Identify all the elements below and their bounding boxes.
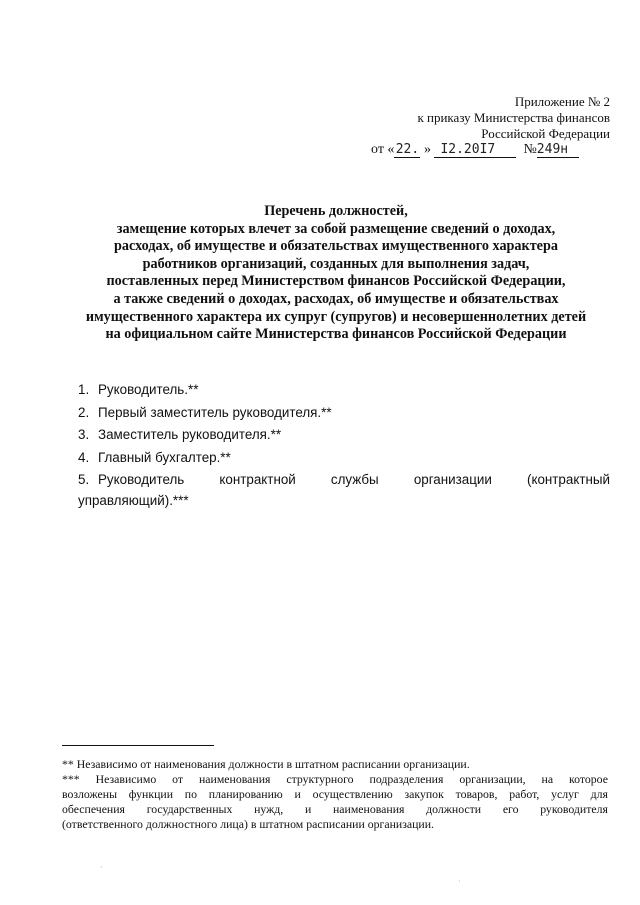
footnote-word: осуществлению [312,787,393,801]
order-number-sign: № [523,142,537,157]
footnote-word: которое [569,772,608,786]
footnote-word: работ, [509,787,540,801]
list-item-word: службы [330,472,379,488]
title-line: Перечень должностей, [264,203,408,219]
list-item-number: 1. [78,382,90,397]
scan-speck: · [100,863,103,872]
footnote-word: обеспечения [62,802,125,816]
footnote-1: ** Независимо от наименования должности в штатном расписании организации. [62,757,470,771]
list-item-word: Руководитель [98,472,185,488]
appendix-order-ref: к приказу Министерства финансов [417,110,610,125]
list-item-number: 5. [78,472,90,488]
order-date-prefix: от « [371,142,395,157]
list-item-text: Главный бухгалтер.** [98,449,231,465]
footnote-divider [62,745,214,746]
footnote-word: государственных [146,802,233,816]
footnote-word: руководителя [540,802,608,816]
footnote-word: наименования [198,772,271,786]
list-item-number: 2. [78,404,90,420]
footnote-word: и [304,802,312,816]
title-line: замещение которых влечет за собой размещение сведений о доходах, [116,220,556,237]
title-line: расходах, об имуществе и обязательствах имущественного характера [114,238,558,255]
positions-list [78,379,610,513]
list-item [78,469,610,492]
footnote-word: нужд, [254,802,284,816]
list-item-text: Руководитель.** [98,382,199,397]
scan-speck: · [458,877,461,886]
title-line: на официальном сайте Министерства финансов Российской Федерации [105,326,567,343]
footnote-2-line [62,802,608,817]
footnote-word: наименования [332,802,405,816]
title-line: поставленных перед Министерством финансов Российской Федерации, [106,273,566,290]
appendix-number: Приложение № 2 [514,94,610,109]
order-date-line [371,142,579,158]
title-line: работников организаций, созданных для выполнения задач, [142,255,530,272]
title-line: имущественного характера их супруг (супругов) и несовершеннолетних детей [85,308,587,325]
footnote-word: закупок [404,787,444,801]
list-item-word: организации [413,472,492,488]
footnote-2-line [62,787,608,802]
footnote-word: для [590,787,608,801]
footnote-word: организации, [459,772,526,786]
list-item-text: Заместитель руководителя.** [98,427,282,443]
list-item-word: контрактной [219,472,296,488]
footnote-word: *** [62,772,80,786]
list-item-text [98,469,610,492]
list-item [78,402,610,425]
list-item-text: Первый заместитель руководителя.** [98,404,332,420]
footnote-2-line [62,772,608,787]
order-closing-quote: » [423,142,431,157]
appendix-header [417,94,610,142]
document-title [40,203,632,344]
order-number: 249н [537,142,579,158]
footnote-word: по [184,787,197,801]
list-item [78,447,610,470]
footnotes [62,757,608,832]
footnote-word: на [541,772,554,786]
appendix-ministry: Российской Федерации [481,126,610,141]
footnote-word: возложены [62,787,118,801]
footnote-word: товаров, [455,787,498,801]
list-item [78,424,610,447]
footnote-word: подразделения [369,772,444,786]
list-item-number: 3. [78,427,90,443]
footnote-word: от [172,772,184,786]
footnote-word: Независимо [95,772,157,786]
footnote-word: структурного [286,772,354,786]
footnote-2-last-line: (ответственного должностного лица) в штатном расписании организации. [62,817,434,831]
footnote-word: должности [426,802,482,816]
title-line: а также сведений о доходах, расходах, об имуществе и обязательствах [113,290,559,307]
list-item-word: (контрактный [526,472,610,488]
footnote-word: его [502,802,519,816]
list-item [78,379,610,402]
order-date: I2.20I7 [434,142,516,158]
footnote-word: услуг [551,787,579,801]
list-item-number: 4. [78,449,90,465]
footnote-word: планированию [208,787,283,801]
footnote-word: и [294,787,301,801]
order-day: 22. [395,142,420,157]
footnote-word: функции [128,787,174,801]
list-item-continuation: управляющий).*** [78,492,189,508]
